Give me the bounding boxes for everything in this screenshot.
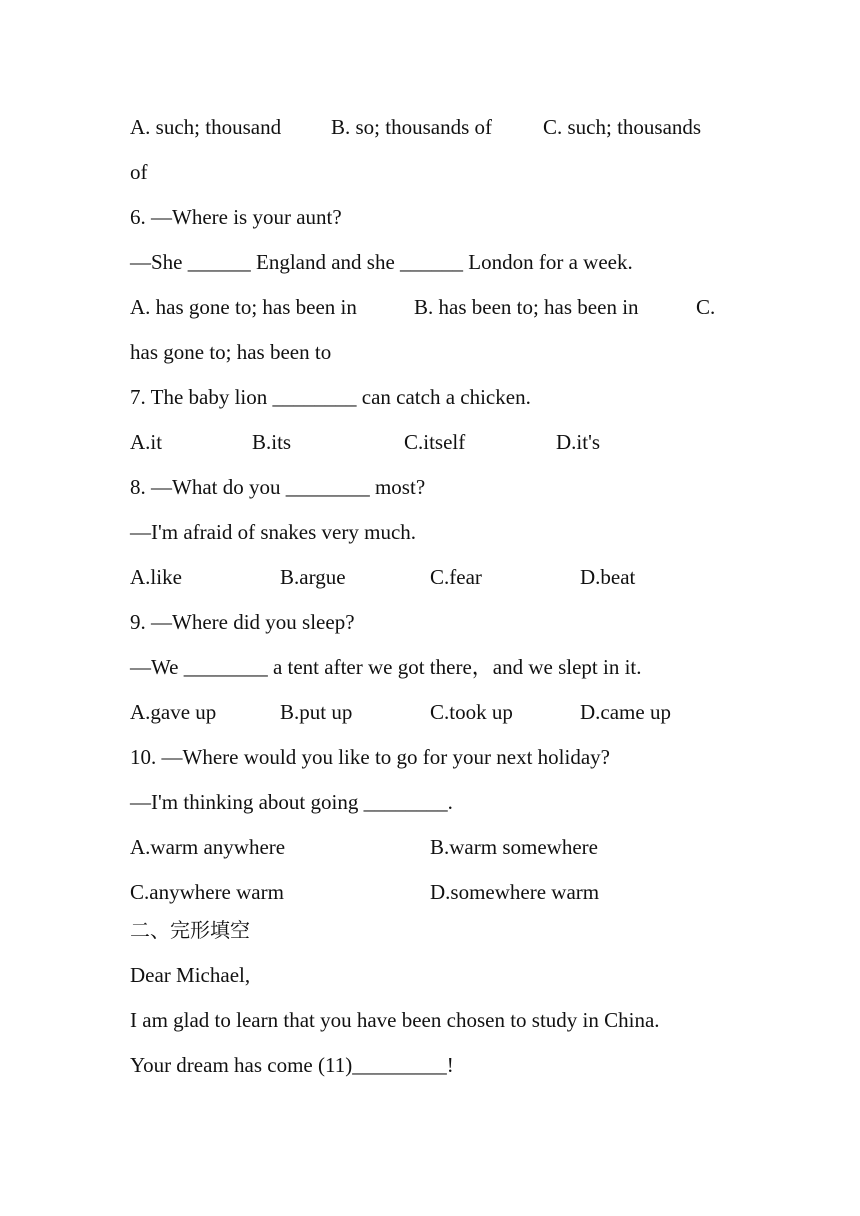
q10-options-row2 xyxy=(130,870,730,915)
q8-question: 8. —What do you ________ most? xyxy=(130,475,426,499)
q8-options xyxy=(130,555,730,600)
q6-question: 6. —Where is your aunt? xyxy=(130,205,342,229)
q7-option-b: B.its xyxy=(252,430,292,454)
letter-line-2: Your dream has come (11)_________! xyxy=(130,1053,454,1077)
q7-option-c: C.itself xyxy=(404,430,466,454)
document-page xyxy=(130,105,730,1088)
q9-options xyxy=(130,690,730,735)
q8-option-c: C.fear xyxy=(430,565,482,589)
letter-line-1: I am glad to learn that you have been chosen to study in China. xyxy=(130,1008,660,1032)
letter-greeting: Dear Michael, xyxy=(130,963,251,987)
q10-question: 10. —Where would you like to go for your next holiday? xyxy=(130,745,610,769)
q6-option-c: C. xyxy=(696,295,716,319)
q10-option-d: D.somewhere warm xyxy=(430,880,600,904)
q7-options xyxy=(130,420,730,465)
q8-answer: —I'm afraid of snakes very much. xyxy=(130,520,417,544)
q5-option-a: A. such; thousand xyxy=(130,115,282,139)
q5-option-b: B. so; thousands of xyxy=(331,115,493,139)
section-title-cloze: 二、完形填空 xyxy=(130,918,250,942)
q6-options xyxy=(130,285,730,330)
q8-option-b: B.argue xyxy=(280,565,346,589)
q10-option-a: A.warm anywhere xyxy=(130,835,286,859)
q5-options xyxy=(130,105,730,150)
q8-option-a: A.like xyxy=(130,565,182,589)
q7-option-d: D.it's xyxy=(556,430,601,454)
q9-option-b: B.put up xyxy=(280,700,353,724)
q10-answer: —I'm thinking about going ________. xyxy=(130,790,453,814)
q7-option-a: A.it xyxy=(130,430,163,454)
q10-options-row1 xyxy=(130,825,730,870)
q10-option-b: B.warm somewhere xyxy=(430,835,598,859)
q9-answer: —We ________ a tent after we got there，and we slept in it. xyxy=(130,655,642,679)
q9-question: 9. —Where did you sleep? xyxy=(130,610,355,634)
q7-question: 7. The baby lion ________ can catch a chicken. xyxy=(130,385,531,409)
q10-option-c: C.anywhere warm xyxy=(130,880,284,904)
q6-option-b: B. has been to; has been in xyxy=(414,295,639,319)
q9-option-a: A.gave up xyxy=(130,700,217,724)
q6-option-c-continued: has gone to; has been to xyxy=(130,340,332,364)
q5-option-c: C. such; thousands xyxy=(543,115,702,139)
q9-option-d: D.came up xyxy=(580,700,671,724)
q8-option-d: D.beat xyxy=(580,565,636,589)
q6-answer: —She ______ England and she ______ London for a week. xyxy=(130,250,633,274)
q6-option-a: A. has gone to; has been in xyxy=(130,295,357,319)
q9-option-c: C.took up xyxy=(430,700,513,724)
q5-option-c-continued: of xyxy=(130,160,148,184)
